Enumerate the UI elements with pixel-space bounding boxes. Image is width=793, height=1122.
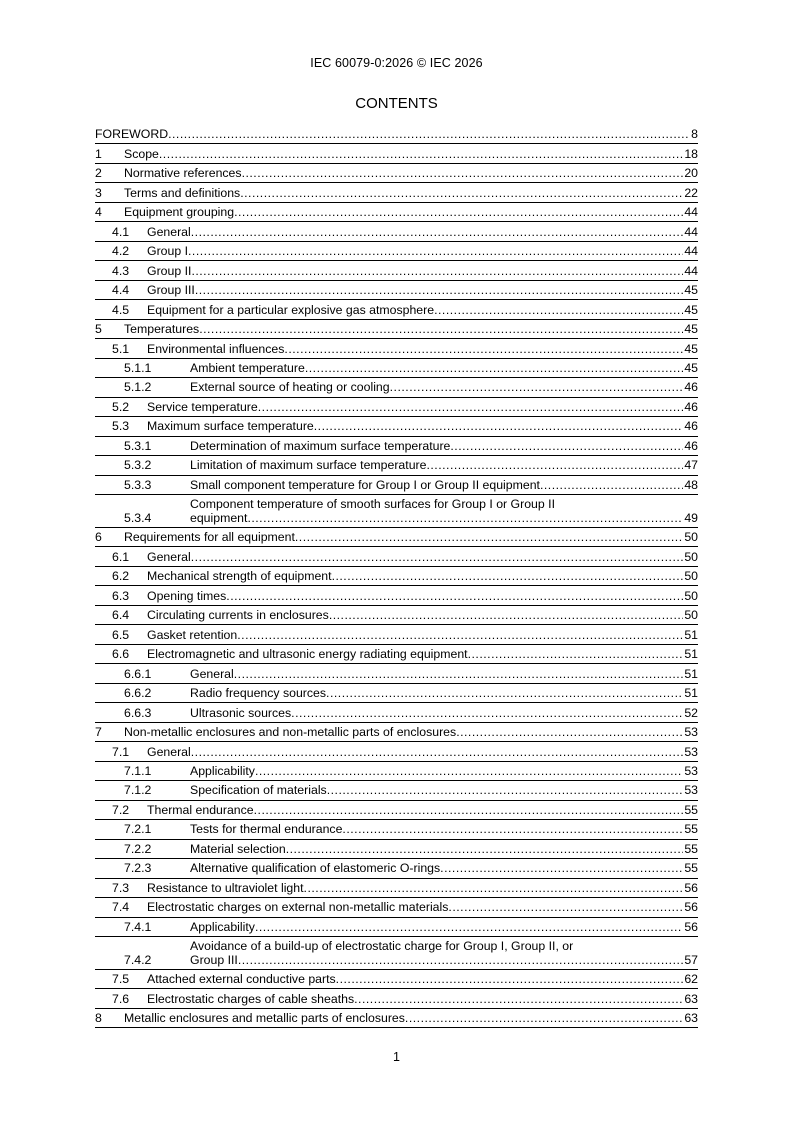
toc-entry-title: Attached external conductive parts xyxy=(147,972,336,987)
dot-leader xyxy=(199,322,683,336)
toc-entry-number: 5.3.4 xyxy=(124,510,152,525)
toc-entry-title: Small component temperature for Group I or Group II equipment xyxy=(190,477,540,492)
toc-entry-title: Avoidance of a build-up of electrostatic charge for Group I, Group II, or xyxy=(190,938,574,953)
dot-leader xyxy=(234,667,684,681)
toc-entry[interactable] xyxy=(95,378,698,397)
toc-entry-number: 5.2 xyxy=(112,399,130,414)
toc-entry-title: Equipment grouping xyxy=(124,205,235,220)
toc-entry-number: 4.3 xyxy=(112,263,130,278)
toc-entry[interactable] xyxy=(95,859,698,878)
toc-entry-page: 45 xyxy=(684,341,698,356)
toc-entry[interactable] xyxy=(95,898,698,917)
toc-entry-title: Ambient temperature xyxy=(190,361,305,375)
dot-leader xyxy=(226,589,683,603)
toc-entry-page: 51 xyxy=(684,666,698,681)
toc-entry-page: 50 xyxy=(684,530,698,545)
toc-entry-page: 55 xyxy=(684,822,698,837)
toc-entry-page: 63 xyxy=(684,991,698,1006)
toc-entry-page: 56 xyxy=(684,919,698,934)
toc-entry-title: Terms and definitions xyxy=(124,185,241,200)
dot-leader xyxy=(332,569,684,583)
toc-entry-number: 4.1 xyxy=(112,224,130,239)
toc-entry[interactable] xyxy=(95,222,698,241)
toc-entry-number: 6.6 xyxy=(112,647,130,662)
toc-entry-page: 56 xyxy=(684,900,698,915)
toc-entry-title: Maximum surface temperature xyxy=(147,419,314,434)
toc-entry-number: 5.3.2 xyxy=(124,458,152,473)
toc-entry-page: 22 xyxy=(684,185,698,200)
toc-entry-title: Specification of materials xyxy=(190,783,327,798)
toc-entry-title: Mechanical strength of equipment xyxy=(147,569,332,584)
toc-entry-title: Group III xyxy=(147,283,195,298)
toc-entry-title: Tests for thermal endurance xyxy=(190,822,343,837)
toc-entry[interactable] xyxy=(95,684,698,703)
toc-entry-title: Group II xyxy=(147,263,192,278)
toc-entry-title: Radio frequency sources xyxy=(190,686,327,701)
toc-entry-number: 4 xyxy=(95,205,102,220)
toc-entry-number: 5.1.2 xyxy=(124,380,152,395)
dot-leader xyxy=(191,264,683,278)
toc-entry-title: Alternative qualification of elastomeric O-rings xyxy=(190,861,441,876)
toc-entry-page: 51 xyxy=(684,647,698,662)
toc-entry-number: 7.6 xyxy=(112,991,130,1006)
dot-leader xyxy=(168,127,690,141)
toc-entry-page: 46 xyxy=(684,419,698,434)
toc-entry[interactable] xyxy=(95,320,698,339)
toc-entry-number: 2 xyxy=(95,166,102,181)
toc-entry-page: 50 xyxy=(684,588,698,603)
toc-entry-page: 20 xyxy=(684,166,698,181)
toc-entry-page: 55 xyxy=(684,802,698,817)
dot-leader xyxy=(390,380,684,394)
toc-entry-page: 8 xyxy=(691,127,698,142)
toc-entry-title: Opening times xyxy=(147,588,227,603)
toc-entry-number: 4.2 xyxy=(112,244,130,259)
toc-entry-page: 44 xyxy=(684,205,698,220)
toc-entry-title: General xyxy=(147,549,191,564)
page-number: 1 xyxy=(393,1050,400,1064)
toc-entry-page: 46 xyxy=(684,438,698,453)
toc-entry-number: 7.2.3 xyxy=(124,861,152,876)
dot-leader xyxy=(327,783,684,797)
toc-entry[interactable] xyxy=(95,918,698,937)
toc-entry-page: 18 xyxy=(684,146,698,161)
toc-entry[interactable] xyxy=(95,300,698,319)
toc-entry-number: 4.4 xyxy=(112,283,130,298)
toc-entry-number: 5.3.3 xyxy=(124,477,152,492)
toc-entry-title: Metallic enclosures and metallic parts of enclosures xyxy=(124,1011,405,1026)
toc-entry[interactable] xyxy=(95,567,698,586)
toc-entry-title: Electromagnetic and ultrasonic energy radiating equipment xyxy=(147,647,468,662)
toc-entry-page: 45 xyxy=(684,283,698,298)
toc-entry-number: 6.6.2 xyxy=(124,686,152,701)
toc-entry-title: Scope xyxy=(124,146,159,161)
toc-entry-number: 7.1 xyxy=(112,744,130,759)
toc-entry-number: 6.3 xyxy=(112,588,130,603)
running-header: IEC 60079-0:2026 © IEC 2026 xyxy=(310,56,483,70)
toc-entry-page: 51 xyxy=(684,627,698,642)
toc-entry-page: 46 xyxy=(684,399,698,414)
dot-leader xyxy=(450,439,683,453)
toc-entry-number: 6.6.1 xyxy=(124,666,152,681)
toc-entry-title: Electrostatic charges of cable sheaths xyxy=(147,991,355,1006)
dot-leader xyxy=(468,647,684,661)
toc-entry-number: 7.3 xyxy=(112,880,130,895)
dot-leader xyxy=(191,550,684,564)
toc-entry-page: 62 xyxy=(684,972,698,987)
toc-entry-page: 49 xyxy=(684,510,698,525)
toc-entry-page: 46 xyxy=(684,380,698,395)
toc-entry[interactable] xyxy=(95,437,698,456)
toc-entry[interactable] xyxy=(95,664,698,683)
dot-leader xyxy=(284,342,683,356)
dot-leader xyxy=(326,686,683,700)
toc-entry-title: Non-metallic enclosures and non-metallic parts of enclosures xyxy=(124,725,457,740)
toc-entry-number: 7 xyxy=(95,725,102,740)
toc-entry-number: 6 xyxy=(95,530,102,545)
toc-entry[interactable] xyxy=(95,528,698,547)
toc-entry[interactable] xyxy=(95,476,698,495)
toc-entry-number: 5 xyxy=(95,322,102,337)
dot-leader xyxy=(434,303,683,317)
toc-entry-title: FOREWORD xyxy=(95,127,169,142)
toc-entry-title: Circulating currents in enclosures xyxy=(147,608,329,623)
toc-entry[interactable] xyxy=(95,164,698,183)
toc-entry-page: 53 xyxy=(684,725,698,740)
toc-entry-page: 50 xyxy=(684,549,698,564)
toc-entry[interactable] xyxy=(95,781,698,800)
toc-entry-number: 7.2 xyxy=(112,802,130,817)
toc-entry-number: 7.4.2 xyxy=(124,952,152,967)
toc-entry-title: Thermal endurance xyxy=(147,802,254,817)
toc-entry-title: Temperatures xyxy=(124,322,200,337)
toc-entry-number: 6.6.3 xyxy=(124,705,152,720)
toc-entry-title: General xyxy=(190,666,234,681)
toc-entry[interactable] xyxy=(95,183,698,202)
toc-entry[interactable] xyxy=(95,840,698,859)
dot-leader xyxy=(405,1011,683,1025)
toc-entry-title: Requirements for all equipment xyxy=(124,530,295,545)
page-title: CONTENTS xyxy=(355,95,438,112)
dot-leader xyxy=(255,764,683,778)
toc-entry-page: 45 xyxy=(684,322,698,337)
dot-leader xyxy=(540,478,683,492)
dot-leader xyxy=(247,511,683,525)
toc-entry-page: 56 xyxy=(684,880,698,895)
toc-entry-title: Limitation of maximum surface temperature xyxy=(190,458,427,473)
toc-entry-page: 53 xyxy=(684,764,698,778)
toc-entry-title: Applicability xyxy=(190,764,255,778)
toc-entry[interactable] xyxy=(95,203,698,222)
toc-entry-number: 7.4.1 xyxy=(124,919,152,934)
toc-entry-title: Equipment for a particular explosive gas atmosphere xyxy=(147,302,435,317)
dot-leader xyxy=(237,628,683,642)
toc-entry[interactable] xyxy=(95,359,698,378)
toc-entry-number: 7.1.2 xyxy=(124,783,152,798)
dot-leader xyxy=(286,842,684,856)
dot-leader xyxy=(242,166,684,180)
toc-entry-number: 6.4 xyxy=(112,608,130,623)
dot-leader xyxy=(304,881,684,895)
toc-entry-page: 45 xyxy=(684,302,698,317)
toc-entry[interactable] xyxy=(95,742,698,761)
dot-leader xyxy=(234,205,683,219)
toc-entry[interactable] xyxy=(95,339,698,358)
dot-leader xyxy=(305,361,683,375)
dot-leader xyxy=(188,244,683,258)
toc-entry-title: Gasket retention xyxy=(147,627,238,642)
toc-entry[interactable] xyxy=(95,989,698,1008)
dot-leader xyxy=(255,920,683,934)
toc-entry-page: 44 xyxy=(684,263,698,278)
toc-entry[interactable] xyxy=(95,125,698,144)
toc-entry-page: 55 xyxy=(684,861,698,876)
toc-entry[interactable] xyxy=(95,586,698,605)
dot-leader xyxy=(456,725,683,739)
toc-entry-page: 51 xyxy=(684,686,698,701)
dot-leader xyxy=(291,706,683,720)
toc-entry[interactable] xyxy=(95,1009,698,1028)
toc-entry-number: 5.1.1 xyxy=(124,361,152,375)
toc-entry-page: 44 xyxy=(684,224,698,239)
toc-entry[interactable] xyxy=(95,820,698,839)
dot-leader xyxy=(159,147,683,161)
toc-entry-page: 45 xyxy=(684,361,698,375)
toc-entry-number: 5.3.1 xyxy=(124,438,152,453)
dot-leader xyxy=(195,283,683,297)
toc-entry-page: 47 xyxy=(684,458,698,473)
dot-leader xyxy=(329,608,684,622)
toc-entry[interactable] xyxy=(95,606,698,625)
toc-entry-title: Electrostatic charges on external non-metallic materials xyxy=(147,900,449,915)
dot-leader xyxy=(314,419,684,433)
dot-leader xyxy=(295,530,683,544)
toc-entry[interactable] xyxy=(95,625,698,644)
dot-leader xyxy=(354,992,683,1006)
toc-entry-number: 8 xyxy=(95,1011,102,1026)
dot-leader xyxy=(440,861,683,875)
toc-entry-number: 7.2.1 xyxy=(124,822,152,837)
dot-leader xyxy=(258,400,684,414)
toc-entry[interactable] xyxy=(95,937,698,970)
toc-entry-page: 48 xyxy=(684,477,698,492)
toc-entry-number: 4.5 xyxy=(112,302,130,317)
toc-entry[interactable] xyxy=(95,547,698,566)
toc-entry-number: 6.2 xyxy=(112,569,130,584)
toc-entry-page: 53 xyxy=(684,783,698,798)
toc-entry-title: Service temperature xyxy=(147,399,258,414)
dot-leader xyxy=(448,900,683,914)
toc-entry-title: External source of heating or cooling xyxy=(190,380,390,395)
toc-entry-title: Material selection xyxy=(190,841,286,856)
toc-entry[interactable] xyxy=(95,801,698,820)
toc-entry[interactable] xyxy=(95,261,698,280)
toc-entry-page: 52 xyxy=(684,705,698,720)
toc-entry-title: Environmental influences xyxy=(147,341,285,356)
dot-leader xyxy=(342,822,683,836)
toc-entry[interactable] xyxy=(95,703,698,722)
toc-entry-title: General xyxy=(147,224,191,239)
toc-entry-title-continued: Group III xyxy=(190,952,238,967)
toc-entry[interactable] xyxy=(95,144,698,163)
toc-entry-title: Determination of maximum surface temperature xyxy=(190,438,451,453)
toc-entry-title: Group I xyxy=(147,244,189,259)
toc-entry-title: Normative references xyxy=(124,166,242,181)
dot-leader xyxy=(426,458,683,472)
toc-entry[interactable] xyxy=(95,417,698,436)
toc-entry-page: 55 xyxy=(684,841,698,856)
toc-entry[interactable] xyxy=(95,398,698,417)
toc-entry-title-continued: equipment xyxy=(190,510,248,525)
toc-entry[interactable] xyxy=(95,762,698,781)
toc-entry-page: 53 xyxy=(684,744,698,759)
toc-entry-page: 63 xyxy=(684,1011,698,1026)
toc-entry[interactable] xyxy=(95,281,698,300)
dot-leader xyxy=(240,186,683,200)
toc-entry-title: Component temperature of smooth surfaces for Group I or Group II xyxy=(190,496,555,511)
toc-entry-title: General xyxy=(147,744,191,759)
toc-entry-number: 7.4 xyxy=(112,900,130,915)
toc-entry[interactable] xyxy=(95,242,698,261)
toc-entry-number: 3 xyxy=(95,185,102,200)
dot-leader xyxy=(191,225,684,239)
table-of-contents xyxy=(95,125,698,1028)
toc-entry-number: 7.2.2 xyxy=(124,841,152,856)
toc-entry-number: 5.1 xyxy=(112,341,130,356)
toc-entry-page: 44 xyxy=(684,244,698,259)
dot-leader xyxy=(336,972,684,986)
toc-entry-number: 6.5 xyxy=(112,627,130,642)
toc-entry[interactable] xyxy=(95,879,698,898)
toc-entry-number: 5.3 xyxy=(112,419,130,434)
toc-entry-title: Applicability xyxy=(190,919,255,934)
dot-leader xyxy=(191,745,684,759)
dot-leader xyxy=(254,803,684,817)
toc-entry-title: Resistance to ultraviolet light xyxy=(147,880,304,895)
toc-entry-number: 6.1 xyxy=(112,549,130,564)
toc-entry-number: 7.5 xyxy=(112,972,130,987)
toc-entry-page: 50 xyxy=(684,569,698,584)
toc-entry[interactable] xyxy=(95,723,698,742)
toc-entry-number: 1 xyxy=(95,146,102,161)
toc-entry[interactable] xyxy=(95,495,698,528)
toc-entry-number: 7.1.1 xyxy=(124,764,152,778)
toc-entry[interactable] xyxy=(95,970,698,989)
toc-entry[interactable] xyxy=(95,645,698,664)
toc-entry-page: 57 xyxy=(684,952,698,967)
toc-entry[interactable] xyxy=(95,456,698,475)
toc-entry-title: Ultrasonic sources xyxy=(190,705,292,720)
toc-entry-page: 50 xyxy=(684,608,698,623)
dot-leader xyxy=(238,953,683,967)
